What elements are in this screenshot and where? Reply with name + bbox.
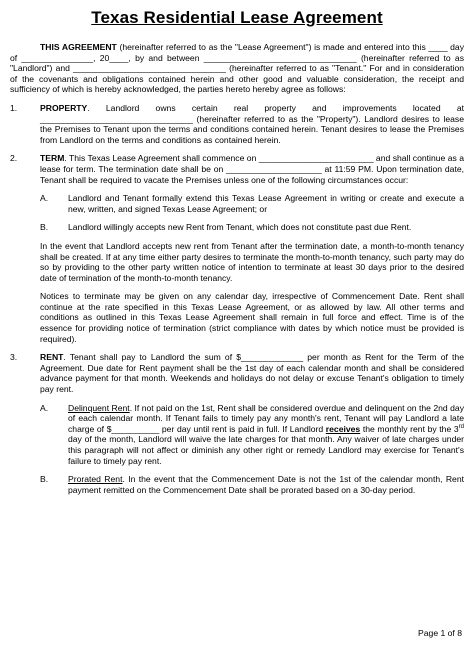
clause-text: the monthly rent by the 3: [360, 423, 459, 434]
clause-heading: Prorated Rent: [68, 474, 123, 485]
intro-paragraph: [10, 42, 464, 95]
section-text: . Landlord owns certain real property and improvements located at ________________________________ (hereinafter referred to as the "Property"). Landlord desires to lease the Premises to Tenant upon the terms and conditions contained herein. Tenant desires to lease the Premises from Landlord on the terms and conditions as contained herein.: [40, 102, 464, 145]
section-heading: TERM: [40, 153, 65, 164]
clause-letter: A.: [40, 402, 49, 413]
page-number: Page 1 of 8: [418, 628, 462, 638]
section-property: [10, 103, 464, 145]
clause-heading: Delinquent Rent: [68, 402, 130, 413]
ordinal-suffix: rd: [458, 423, 464, 430]
term-clause-a: [40, 193, 464, 214]
clause-text: Landlord and Tenant formally extend this Texas Lease Agreement in writing or create and execute a new, written, and signed Texas Lease Agreement; or: [68, 193, 464, 214]
section-term: [10, 153, 464, 185]
document-title: Texas Residential Lease Agreement: [91, 8, 383, 27]
rent-clause-delinquent: [40, 403, 464, 467]
clause-emphasis: receives: [325, 423, 361, 434]
term-clause-b: [40, 222, 464, 233]
section-text: . This Texas Lease Agreement shall commence on ________________________ and shall continue as a lease for term. The termination date shall be on ____________________ at 11:59 PM. Upon termination date, Tenant shall be required to vacate the Premises unless one of the following circumstances occur:: [40, 153, 464, 185]
section-number: 1.: [10, 102, 18, 113]
clause-letter: B.: [40, 222, 49, 233]
clause-text: . If not paid on the 1st, Rent shall be considered overdue and delinquent on the 2nd day of each calendar month. If Tenant fails to timely pay any month's rent, Tenant will pay Landlord a late charge of $__________ per day until rent is paid in full. If Landlord: [68, 402, 464, 434]
intro-lead: THIS AGREEMENT: [40, 42, 117, 52]
clause-text: day of the month, Landlord will waive the late charges for that month. Any waiver of late charges under this paragraph will not affect or diminish any other right or remedy Landlord may exercise for Tenant's failure to timely pay rent.: [68, 434, 464, 466]
section-heading: PROPERTY: [40, 102, 88, 113]
term-paragraph-month-to-month: In the event that Landlord accepts new rent from Tenant after the termination date, a month-to-month tenancy shall be created. If at any time either party desires to terminate the month-to-month tenancy, such party may do so by providing to the other party written notice of intention to terminate at least 30 days prior to the desired date of termination of the month-to-month tenancy.: [40, 240, 464, 283]
clause-letter: A.: [40, 193, 49, 204]
term-paragraph-notices: Notices to terminate may be given on any calendar day, irrespective of Commencement Date. Rent shall continue at the rate specified in this Texas Lease Agreement, or as allowed by law. All other terms and conditions as outlined in this Texas Lease Agreement shall remain in full force and effect. Time is of the essence for providing notice of termination (strict compliance with dates by which notice must be provided is required).: [40, 291, 464, 344]
rent-clause-prorated: [40, 474, 464, 495]
intro-text: (hereinafter referred to as the "Lease Agreement") is made and entered into this ____ day of _______________, 20____, by and between ________________________________ (hereinafter referred to as "Landlord") and ________________________________ (hereinafter referred to as "Tenant." For and in consideration of the covenants and obligations contained herein and other good and valuable consideration, the receipt and sufficiency of which is hereby acknowledged, the parties hereto hereby agree as follows:: [10, 42, 464, 95]
clause-text: Landlord willingly accepts new Rent from Tenant, which does not constitute past due Rent.: [68, 222, 412, 233]
section-heading: RENT: [40, 352, 64, 363]
section-number: 2.: [10, 153, 18, 164]
section-number: 3.: [10, 352, 18, 363]
clause-text: . In the event that the Commencement Date is not the 1st of the calendar month, Rent payment remitted on the Commencement Date shall be prorated based on a 30-day period.: [68, 474, 464, 495]
clause-letter: B.: [40, 474, 49, 485]
section-rent: [10, 352, 464, 394]
section-text: . Tenant shall pay to Landlord the sum of $_____________ per month as Rent for the Term of the Agreement. Due date for Rent payment shall be the 1st day of each calendar month and shall be considered advance payment for that month. Weekends and holidays do not delay or excuse Tenant's obligation to timely pay rent.: [40, 352, 464, 395]
